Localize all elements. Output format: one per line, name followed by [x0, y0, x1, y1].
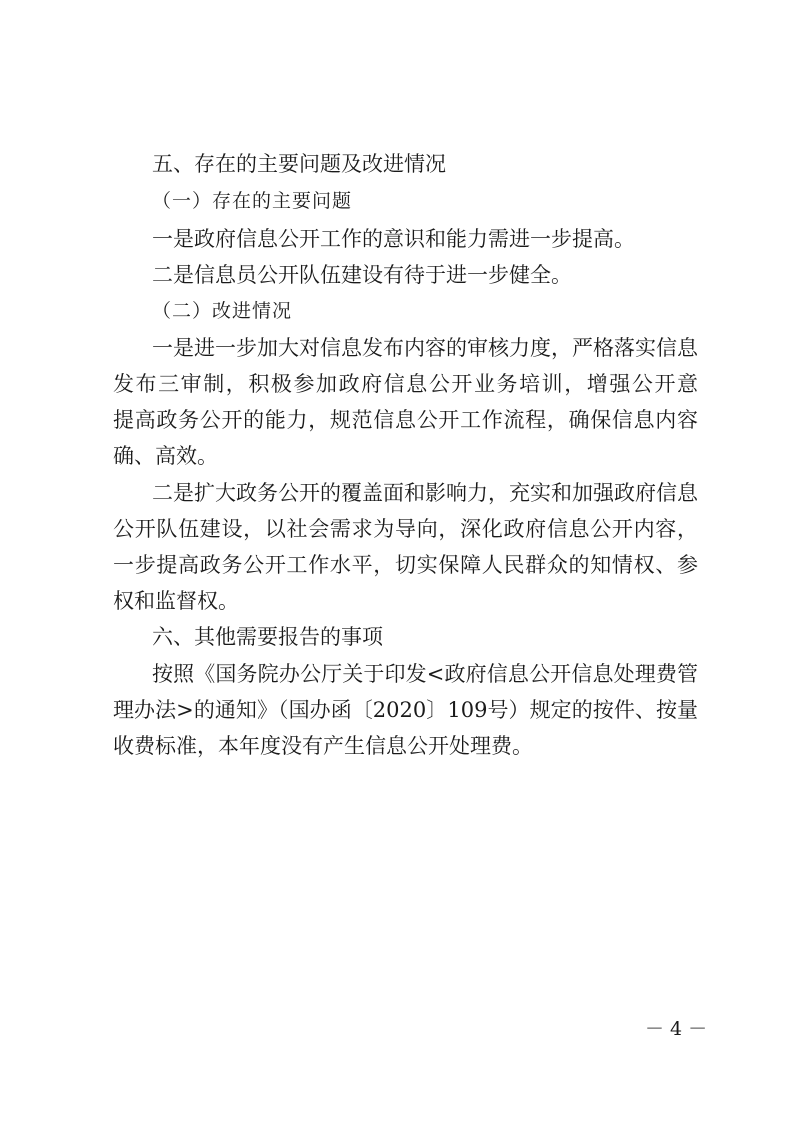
- page-number: － 4 －: [645, 1018, 708, 1040]
- subsection-1-heading: （一）存在的主要问题: [152, 190, 353, 212]
- problem-line-2: 二是信息员公开队伍建设有待于进一步健全。: [152, 263, 572, 287]
- improvement-para-2-line-4: 权和监督权。: [113, 589, 239, 613]
- section-6-para-line-3: 收费标准，本年度没有产生信息公开处理费。: [113, 734, 533, 758]
- improvement-para-1-line-4: 确、高效。: [113, 444, 218, 468]
- improvement-para-1-line-3: 提高政务公开的能力，规范信息公开工作流程，确保信息内容: [113, 408, 698, 432]
- improvement-para-2-line-2: 公开队伍建设，以社会需求为导向，深化政府信息公开内容，: [113, 517, 698, 541]
- improvement-para-1-line-1: 一是进一步加大对信息发布内容的审核力度，严格落实信息: [152, 336, 698, 360]
- improvement-para-1-line-2: 发布三审制，积极参加政府信息公开业务培训，增强公开意: [113, 372, 698, 396]
- problem-line-1: 一是政府信息公开工作的意识和能力需进一步提高。: [152, 227, 635, 251]
- section-6-para-line-2: 理办法>的通知》（国办函〔2020〕109号）规定的按件、按量: [113, 698, 698, 722]
- section-6-para-line-1: 按照《国务院办公厅关于印发<政府信息公开信息处理费管: [152, 662, 698, 686]
- improvement-para-2-line-3: 一步提高政务公开工作水平，切实保障人民群众的知情权、参: [113, 553, 698, 577]
- improvement-para-2-line-1: 二是扩大政务公开的覆盖面和影响力，充实和加强政府信息: [152, 481, 698, 505]
- section-5-heading: 五、存在的主要问题及改进情况: [152, 152, 446, 176]
- subsection-2-heading: （二）改进情况: [152, 300, 293, 322]
- section-6-heading: 六、其他需要报告的事项: [152, 625, 383, 649]
